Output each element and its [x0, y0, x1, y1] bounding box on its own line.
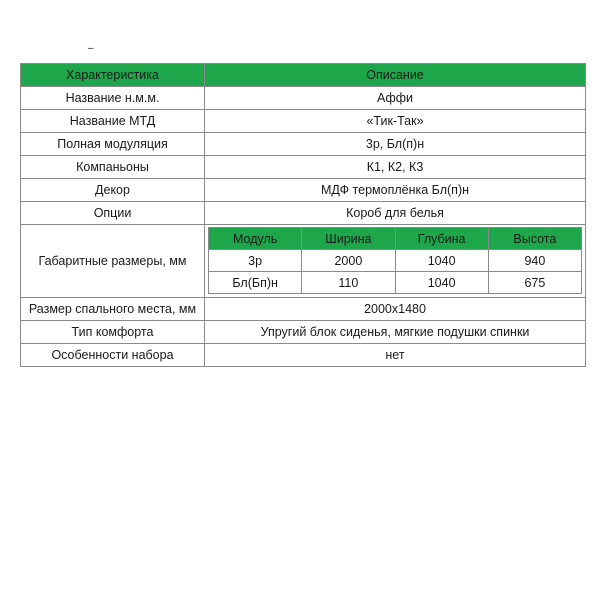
table-row [21, 202, 586, 225]
row-label: Тип комфорта [21, 321, 205, 344]
header-characteristic: Характеристика [21, 64, 205, 87]
row-value: 3р, Бл(п)н [205, 133, 586, 156]
row-value: 2000х1480 [205, 298, 586, 321]
dim-header-width: Ширина [302, 228, 395, 250]
table-row [21, 344, 586, 367]
row-label: Опции [21, 202, 205, 225]
row-label: Декор [21, 179, 205, 202]
row-label: Название МТД [21, 110, 205, 133]
dim-cell: 1040 [395, 272, 488, 294]
dim-header-height: Высота [488, 228, 581, 250]
row-value: «Тик-Так» [205, 110, 586, 133]
dim-cell: 940 [488, 250, 581, 272]
row-value: Упругий блок сиденья, мягкие подушки спинки [205, 321, 586, 344]
row-label: Название н.м.м. [21, 87, 205, 110]
spec-table [20, 63, 586, 367]
row-label: Особенности набора [21, 344, 205, 367]
row-value: МДФ термоплёнка Бл(п)н [205, 179, 586, 202]
dim-header-module: Модуль [209, 228, 302, 250]
dimensions-data-row [209, 272, 582, 294]
dim-cell: 3р [209, 250, 302, 272]
dim-cell: 1040 [395, 250, 488, 272]
dimensions-header-row [209, 228, 582, 250]
table-row [21, 179, 586, 202]
dim-cell: 675 [488, 272, 581, 294]
dim-cell: 2000 [302, 250, 395, 272]
dimensions-row [21, 225, 586, 298]
table-row [21, 156, 586, 179]
dash-mark: – [88, 43, 94, 54]
table-row [21, 110, 586, 133]
dimensions-table [208, 227, 582, 294]
dimensions-data-row [209, 250, 582, 272]
row-value: Короб для белья [205, 202, 586, 225]
row-label: Полная модуляция [21, 133, 205, 156]
row-label: Размер спального места, мм [21, 298, 205, 321]
dim-header-depth: Глубина [395, 228, 488, 250]
spec-header-row [21, 64, 586, 87]
dim-cell: Бл(Бп)н [209, 272, 302, 294]
dimensions-cell [205, 225, 586, 298]
header-description: Описание [205, 64, 586, 87]
table-row [21, 133, 586, 156]
row-value: нет [205, 344, 586, 367]
table-row [21, 321, 586, 344]
row-value: К1, К2, К3 [205, 156, 586, 179]
row-label: Компаньоны [21, 156, 205, 179]
table-row [21, 87, 586, 110]
table-row [21, 298, 586, 321]
row-value: Аффи [205, 87, 586, 110]
dim-cell: 110 [302, 272, 395, 294]
dimensions-label: Габаритные размеры, мм [21, 225, 205, 298]
